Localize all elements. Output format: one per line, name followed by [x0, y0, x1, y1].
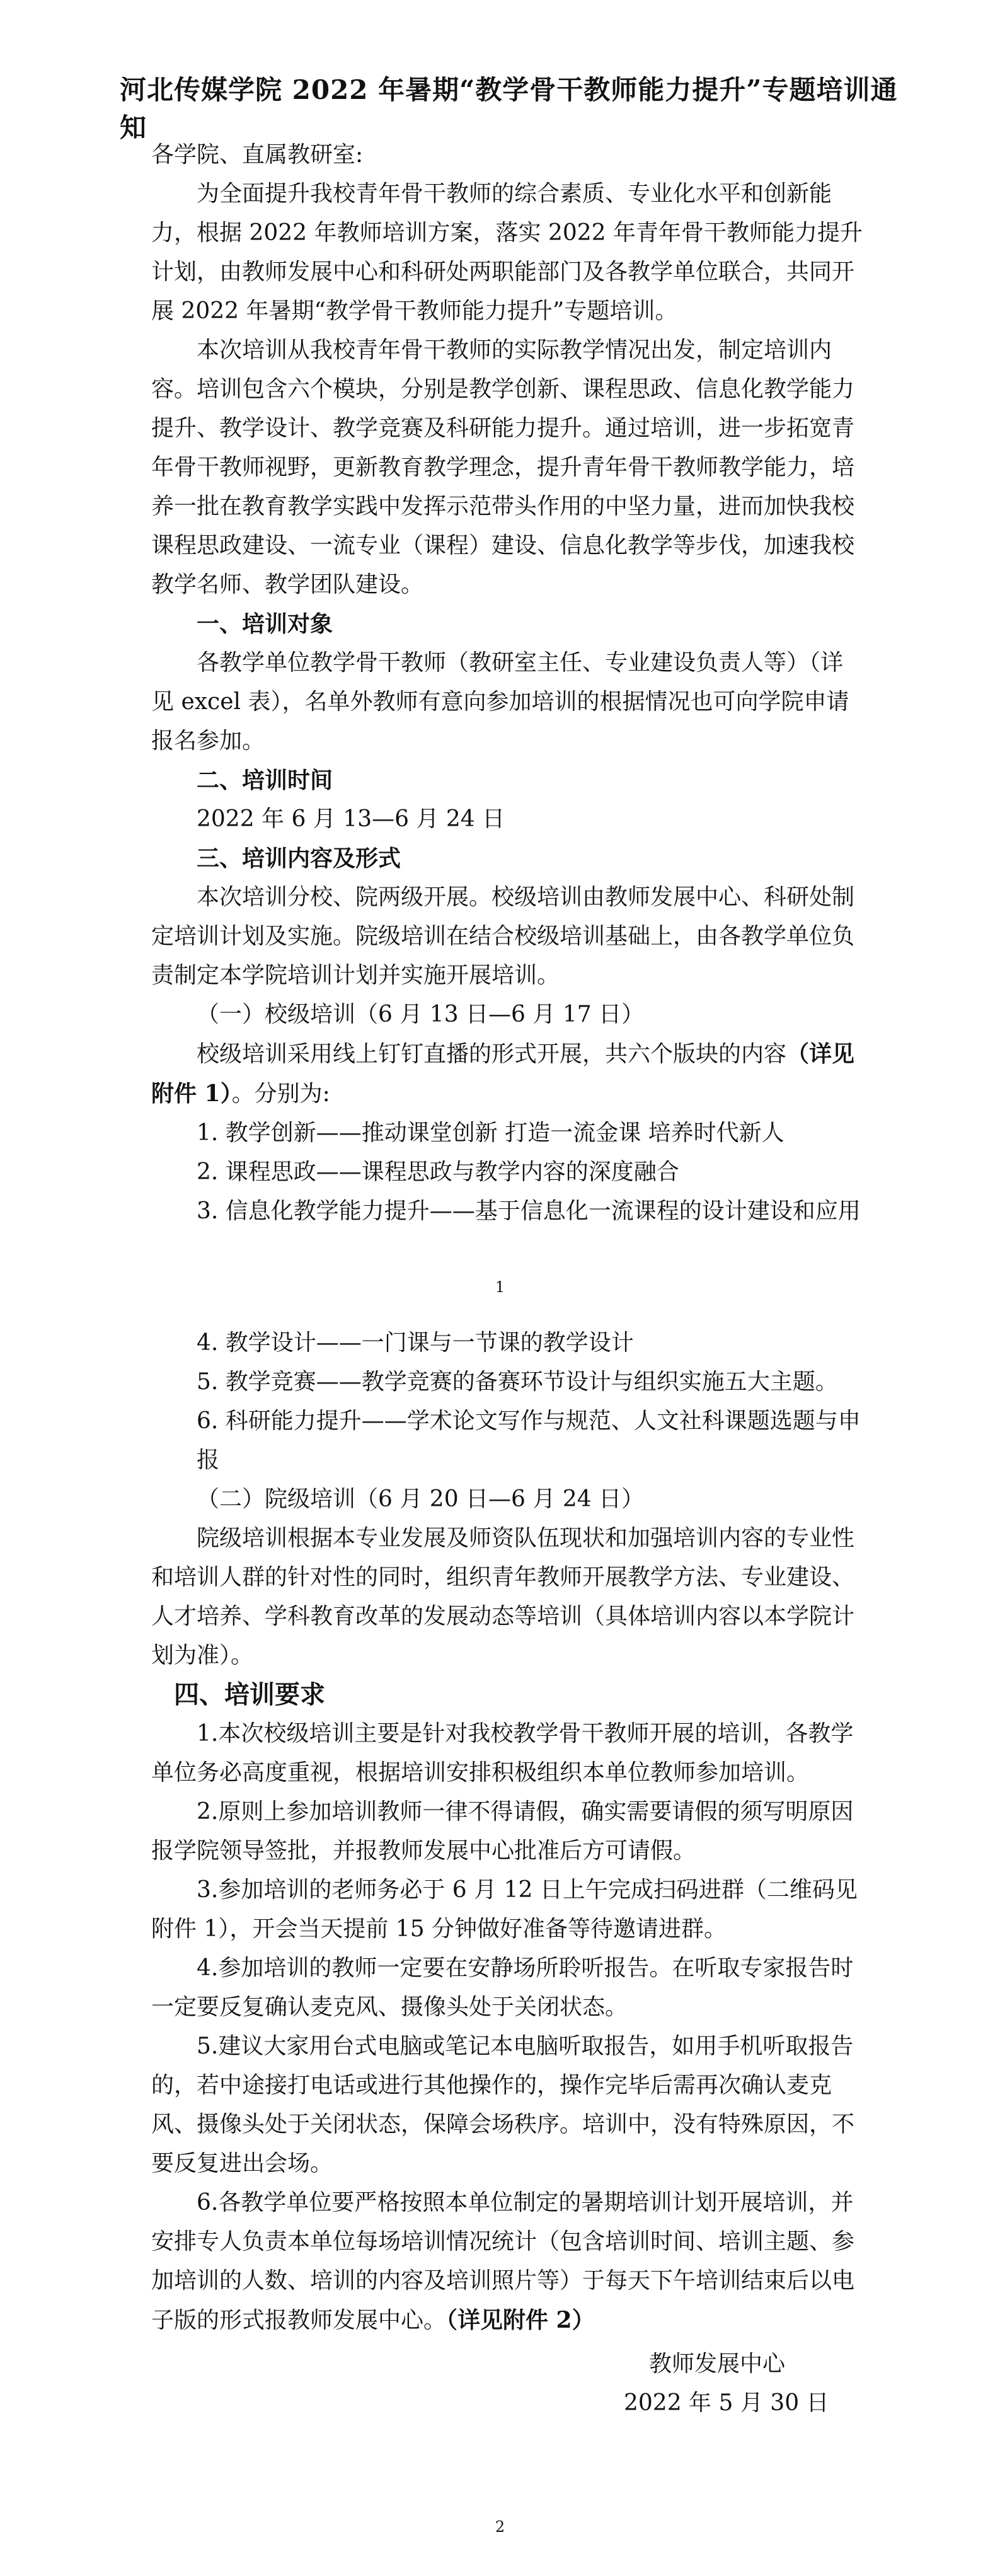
signature-block	[624, 2345, 829, 2423]
page-number: 1	[495, 1278, 505, 1296]
college-training-body: 院级培训根据本专业发展及师资队伍现状和加强培训内容的专业性和培训人群的针对性的同时，组织青年教师开展教学方法、专业建设、人才培养、学科教育改革的发展动态等培训（具体培训内容以本学院计划为准）。	[151, 1525, 855, 1668]
page-number: 2	[495, 2518, 505, 2536]
training-item: 6. 科研能力提升——学术论文写作与规范、人文社科课题选题与申报	[197, 1408, 861, 1473]
section-1-heading: 一、培训对象	[197, 611, 333, 637]
intro-paragraph-1: 为全面提升我校青年骨干教师的综合素质、专业化水平和创新能力，根据 2022 年教师培训方案，落实 2022 年青年骨干教师能力提升计划，由教师发展中心和科研处两职能部门及各教学单位联合，共同开展 2022 年暑期“教学骨干教师能力提升”专题培训。	[151, 181, 863, 324]
section-4-heading: 四、培训要求	[174, 1680, 325, 1709]
document-title: 河北传媒学院 2022 年暑期“教学骨干教师能力提升”专题培训通知	[120, 74, 898, 143]
school-training-body	[151, 1034, 863, 1114]
section-2-heading: 二、培训时间	[197, 767, 333, 794]
training-item: 1. 教学创新——推动课堂创新 打造一流金课 培养时代新人	[197, 1120, 784, 1146]
signature-org: 教师发展中心	[649, 2351, 786, 2377]
page-one-body	[151, 136, 863, 1231]
school-training-tail: 。分别为:	[231, 1081, 330, 1107]
school-training-heading: （一）校级培训（6 月 13 日—6 月 17 日）	[197, 1002, 645, 1027]
section-3-body: 本次培训分校、院两级开展。校级培训由教师发展中心、科研处制定培训计划及实施。院级培训在结合校级培训基础上，由各教学单位负责制定本学院培训计划并实施开展培训。	[151, 884, 855, 988]
training-item: 3. 信息化教学能力提升——基于信息化一流课程的设计建设和应用	[197, 1198, 861, 1224]
college-training-heading: （二）院级培训（6 月 20 日—6 月 24 日）	[197, 1486, 645, 1512]
salutation: 各学院、直属教研室:	[151, 142, 364, 168]
requirement-item: 5.建议大家用台式电脑或笔记本电脑听取报告，如用手机听取报告的，若中途接打电话或进行其他操作的，操作完毕后需再次确认麦克风、摄像头处于关闭状态，保障会场秩序。培训中，没有特殊原因，不要反复进出会场。	[151, 2033, 855, 2176]
attachment-1-ref: （详见附件 1）	[151, 1041, 855, 1107]
section-1-body: 各教学单位教学骨干教师（教研室主任、专业建设负责人等）（详见 excel 表），名单外教师有意向参加培训的根据情况也可向学院申请报名参加。	[151, 650, 849, 754]
section-2-body: 2022 年 6 月 13—6 月 24 日	[197, 806, 505, 832]
page-two-body	[151, 1324, 863, 2340]
requirement-item: 3.参加培训的老师务必于 6 月 12 日上午完成扫码进群（二维码见附件 1），开会当天提前 15 分钟做好准备等待邀请进群。	[151, 1877, 858, 1942]
requirement-item: 2.原则上参加培训教师一律不得请假，确实需要请假的须写明原因报学院领导签批，并报教师发展中心批准后方可请假。	[151, 1799, 854, 1864]
requirement-item: 1.本次校级培训主要是针对我校教学骨干教师开展的培训，各教学单位务必高度重视，根据培训安排积极组织本单位教师参加培训。	[151, 1721, 854, 1786]
intro-paragraph-2: 本次培训从我校青年骨干教师的实际教学情况出发，制定培训内容。培训包含六个模块，分别是教学创新、课程思政、信息化教学能力提升、教学设计、教学竞赛及科研能力提升。通过培训，进一步拓宽青年骨干教师视野，更新教育教学理念，提升青年骨干教师教学能力，培养一批在教育教学实践中发挥示范带头作用的中坚力量，进而加快我校课程思政建设、一流专业（课程）建设、信息化教学等步伐，加速我校教学名师、教学团队建设。	[151, 337, 855, 598]
training-item: 2. 课程思政——课程思政与教学内容的深度融合	[197, 1159, 679, 1185]
training-item: 4. 教学设计——一门课与一节课的教学设计	[197, 1330, 634, 1356]
attachment-2-ref: （详见附件 2）	[446, 2307, 595, 2333]
section-3-heading: 三、培训内容及形式	[197, 845, 401, 872]
training-item: 5. 教学竞赛——教学竞赛的备赛环节设计与组织实施五大主题。	[197, 1369, 838, 1395]
requirement-6-text: 6.各教学单位要严格按照本单位制定的暑期培训计划开展培训，并安排专人负责本单位每场培训情况统计（包含培训时间、培训主题、参加培训的人数、培训的内容及培训照片等）于每天下午培训结束后以电子版的形式报教师发展中心。	[151, 2190, 855, 2333]
signature-date: 2022 年 5 月 30 日	[624, 2390, 829, 2416]
requirement-item: 4.参加培训的教师一定要在安静场所聆听报告。在听取专家报告时一定要反复确认麦克风、摄像头处于关闭状态。	[151, 1955, 854, 2020]
requirement-item-6	[151, 2183, 863, 2340]
school-training-text: 校级培训采用线上钉钉直播的形式开展，共六个版块的内容	[197, 1041, 787, 1067]
